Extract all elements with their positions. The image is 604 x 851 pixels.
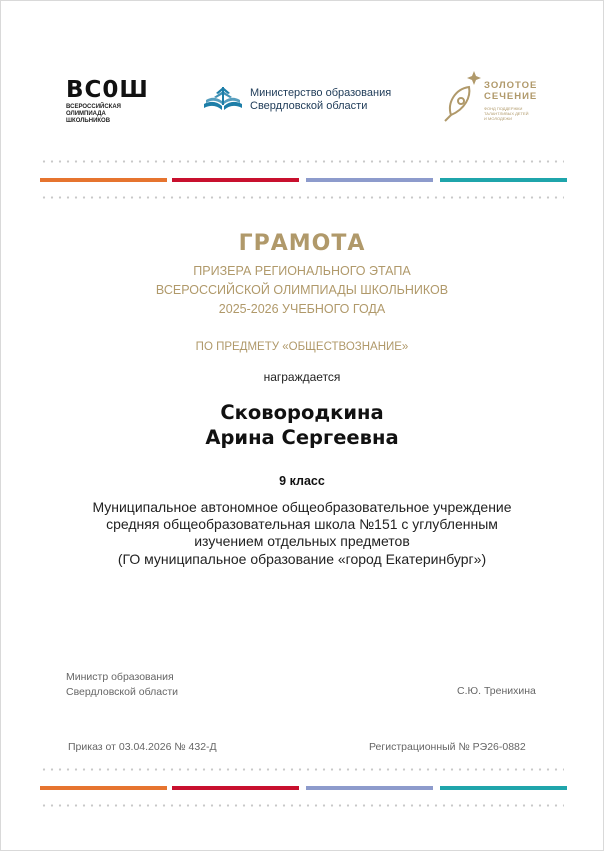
dots-divider	[40, 160, 564, 163]
school-line: средняя общеобразовательная школа №151 с углубленным	[106, 516, 498, 532]
zs-title: ЗОЛОТОЕ СЕЧЕНИЕ	[484, 80, 538, 102]
recipient-given-names: Арина Сергеевна	[205, 426, 399, 449]
color-bars	[40, 178, 566, 182]
awarded-label: награждается	[263, 370, 341, 384]
recipient-surname: Сковородкина	[220, 401, 384, 424]
registration-number: Регистрационный № РЭ26-0882	[369, 741, 526, 753]
dots-divider	[40, 804, 564, 807]
subtitle-line: ПРИЗЕРА РЕГИОНАЛЬНОГО ЭТАПА	[193, 264, 411, 278]
orange-bar	[40, 786, 167, 790]
grade-label: 9 класс	[279, 474, 325, 488]
subject-line: ПО ПРЕДМЕТУ «ОБЩЕСТВОЗНАНИЕ»	[195, 341, 409, 353]
school-line: Муниципальное автономное общеобразовательное учреждение	[92, 499, 512, 515]
vsosh-logo	[66, 78, 166, 124]
subtitle-line: ВСЕРОССИЙСКОЙ ОЛИМПИАДЫ ШКОЛЬНИКОВ	[155, 283, 449, 297]
vsosh-mark: ВС0Ш	[66, 77, 149, 103]
ministry-logo	[202, 82, 417, 116]
rocket-star-icon	[441, 67, 485, 123]
teal-bar	[440, 786, 567, 790]
dots-divider	[40, 196, 564, 199]
subtitle-line: 2025-2026 УЧЕБНОГО ГОДА	[218, 302, 386, 316]
orange-bar	[40, 178, 167, 182]
certificate-title: ГРАМОТА	[238, 231, 366, 256]
blue-bar	[306, 786, 433, 790]
dots-divider	[40, 768, 564, 771]
school-line: изучением отдельных предметов	[194, 533, 410, 549]
school-line: (ГО муниципальное образование «город Екатеринбург»)	[117, 551, 487, 567]
book-emblem-icon	[202, 84, 244, 114]
zs-caption: ФОНД ПОДДЕРЖКИ ТАЛАНТЛИВЫХ ДЕТЕЙ И МОЛОДЕЖИ	[484, 106, 529, 121]
signer-position-line: Свердловской области	[66, 686, 179, 698]
red-bar	[172, 786, 299, 790]
signer-position	[66, 670, 178, 700]
signer-position-line: Министр образования	[66, 671, 174, 683]
ministry-name: Министерство образования Свердловской области	[250, 87, 392, 112]
color-bars	[40, 786, 566, 790]
vsosh-caption: ВСЕРОССИЙСКАЯ ОЛИМПИАДА ШКОЛЬНИКОВ	[66, 104, 121, 124]
order-reference: Приказ от 03.04.2026 № 432-Д	[68, 741, 217, 753]
blue-bar	[306, 178, 433, 182]
signer-name: С.Ю. Тренихина	[457, 685, 536, 697]
red-bar	[172, 178, 299, 182]
zolotoe-sechenie-logo	[441, 67, 551, 127]
teal-bar	[440, 178, 567, 182]
